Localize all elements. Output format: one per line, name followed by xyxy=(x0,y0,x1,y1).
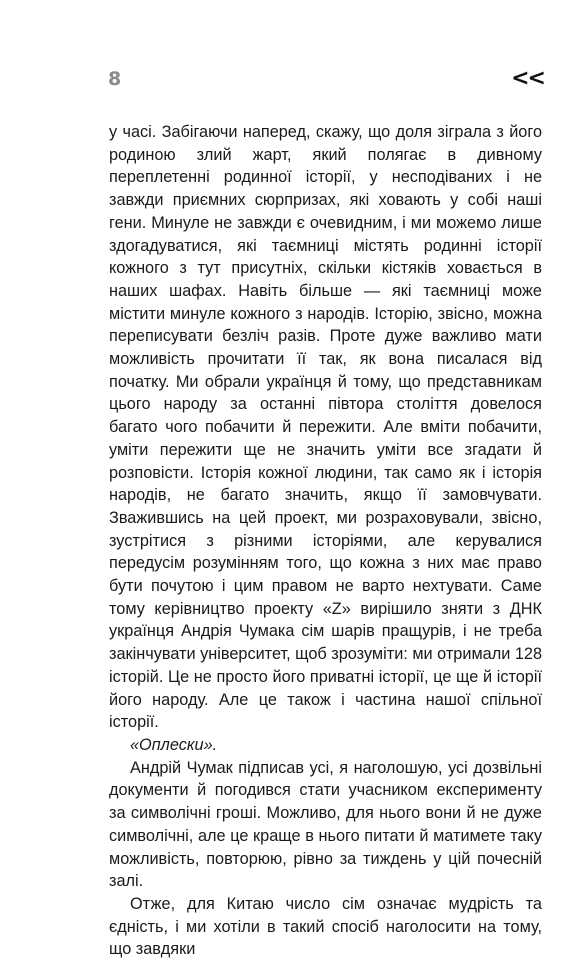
page-number: 8 xyxy=(108,68,122,90)
section-mark: << xyxy=(511,66,544,91)
paragraph-continued: у часі. Забігаючи наперед, скажу, що доля зіграла з його родиною злий жарт, який полягає в дивному переплетенні родинної історії, у несподіваних і не завжди приємних сюрпризах, які ховають у собі наші гени. Минуле не завжди є очевидним, і ми можемо лише здогадуватися, які таємниці містять родинні історії кожного з тут присутніх, скільки кістяків ховається в наших шафах. Навіть більше — які таємниці може містити минуле кожного з народів. Історію, звісно, можна переписувати безліч разів. Проте дуже важливо мати можливість прочитати її так, як вона писалася від початку. Ми обрали українця й тому, що представникам цього народу за останні півтора століття довелося багато чого побачити й пережити. Але вміти побачити, уміти пережити ще не значить уміти все згадати й розповісти. Історія кожної людини, так само як і історія народів, не багато значить, якщо її замовчувати. Зважившись на цей проект, ми розраховували, звісно, зустрітися з різними історіями, але керувалися передусім розумінням того, що кожна з них має право бути почутою і цим правом не варто нехтувати. Саме тому керівництво проекту «Z» вирішило зняти з ДНК українця Андрія Чумака сім шарів пращурів, і не треба закінчувати університет, щоб зрозуміти: ми отримали 128 історій. Це не просто його приватні історії, це ще й історії його народу. Але це також і частина нашої спільної історії. xyxy=(109,123,542,732)
page-header xyxy=(108,68,544,98)
paragraph: Отже, для Китаю число сім означає мудрість та єдність, і ми хотіли в такий спосіб наголосити на тому, що завдяки xyxy=(109,894,542,959)
text-body xyxy=(109,121,542,961)
paragraph: Андрій Чумак підписав усі, я наголошую, усі дозвільні документи й погодився стати учасником експерименту за символічні гроші. Можливо, для нього вони й не дуже символічні, але це краще в нього питати й матимете таку можливість, повторюю, рівно за тиждень у цій почесній залі. xyxy=(109,758,542,891)
paragraph-stage-direction: «Оплески». xyxy=(130,735,218,754)
